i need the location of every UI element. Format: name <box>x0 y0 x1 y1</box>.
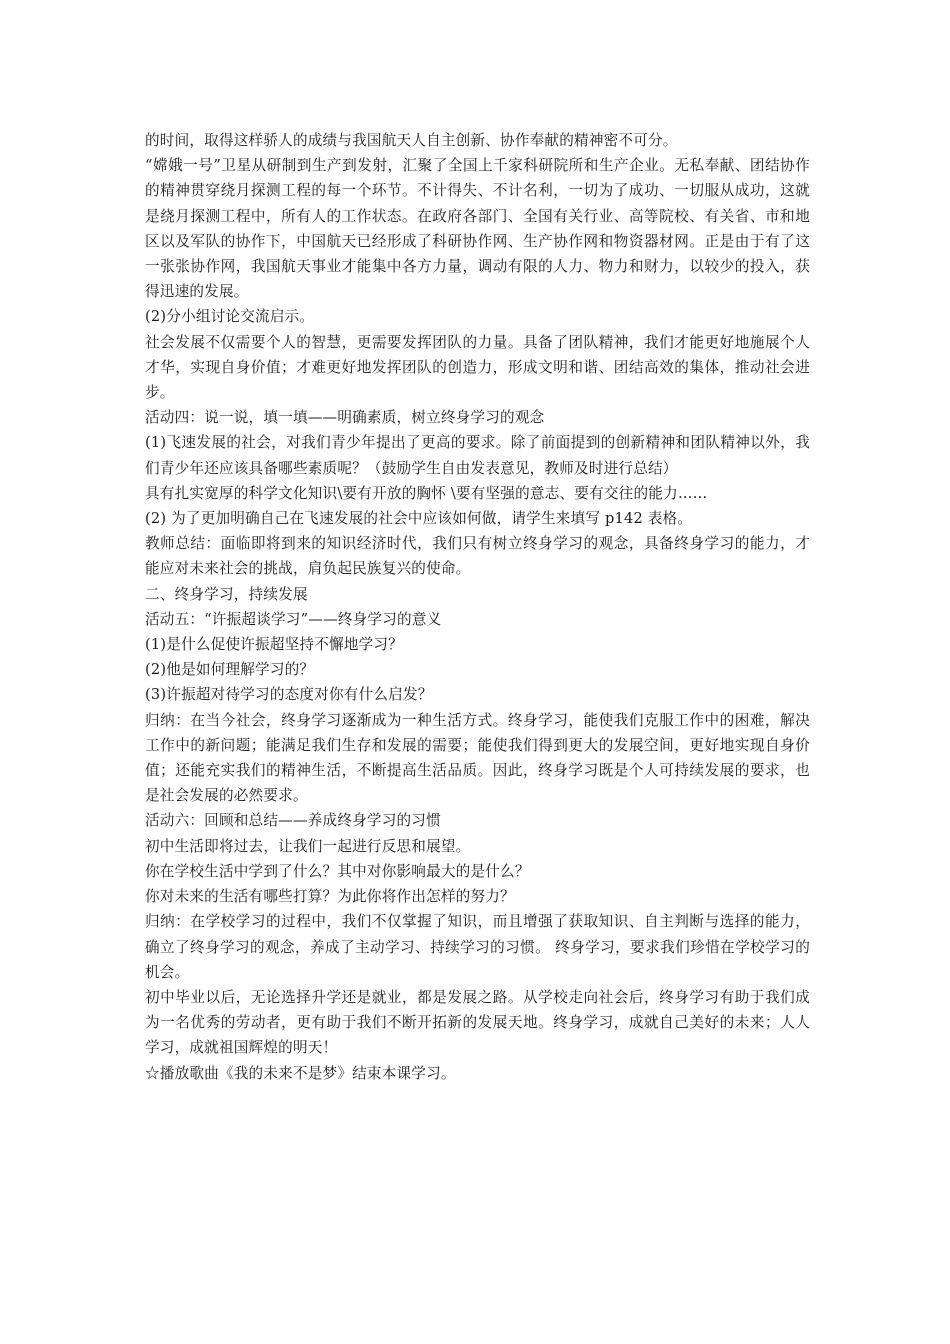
question-2: (2)他是如何理解学习的？ <box>145 661 315 679</box>
section-2-heading: 二、终身学习，持续发展 <box>145 585 308 603</box>
paragraph-3: (2)分小组讨论交流启示。 <box>145 308 315 326</box>
closing-line: ☆播放歌曲《我的未来不是梦》结束本课学习。 <box>145 1064 456 1082</box>
activity-4-heading: 活动四：说一说，填一填——明确素质，树立终身学习的观念 <box>145 409 545 427</box>
activity-5-heading: 活动五：“许振超谈学习”——终身学习的意义 <box>145 610 442 628</box>
paragraph-18: 你在学校生活中学到了什么？其中对你影响最大的是什么？ <box>145 862 530 880</box>
paragraph-21: 初中毕业以后，无论选择升学还是就业，都是发展之路。从学校走向社会后，终身学习有助于我们成为一名优秀的劳动者，更有助于我们不断开拓新的发展天地。终身学习，成就自己美好的未来；人人学习，成就祖国辉煌的明天！ <box>145 988 810 1057</box>
question-3: (3)许振超对待学习的态度对你有什么启发？ <box>145 686 433 704</box>
summary-1: 归纳：在当今社会，终身学习逐渐成为一种生活方式。终身学习，能使我们克服工作中的困难，解决工作中的新问题；能满足我们生存和发展的需要；能使我们得到更大的发展空间，更好地实现自身价值；还能充实我们的精神生活，不断提高生活品质。因此，终身学习既是个人可持续发展的要求，也是社会发展的必然要求。 <box>145 711 810 805</box>
teacher-summary: 教师总结：面临即将到来的知识经济时代，我们只有树立终身学习的观念，具备终身学习的能力，才能应对未来社会的挑战，肩负起民族复兴的使命。 <box>145 535 810 578</box>
document-page <box>145 128 810 1086</box>
paragraph-7: 具有扎实宽厚的科学文化知识\要有开放的胸怀 \要有坚强的意志、要有交往的能力…… <box>145 484 708 502</box>
paragraph-2: “嫦娥一号”卫星从研制到生产到发射，汇聚了全国上千家科研院所和生产企业。无私奉献、团结协作的精神贯穿绕月探测工程的每一个环节。不计得失、不计名利，一切为了成功、一切服从成功，这就是绕月探测工程中，所有人的工作状态。在政府各部门、全国有关行业、高等院校、有关省、市和地区以及军队的协作下，中国航天已经形成了科研协作网、生产协作网和物资器材网。正是由于有了这一张张协作网，我国航天事业才能集中各方力量，调动有限的人力、物力和财力，以较少的投入，获得迅速的发展。 <box>145 157 810 301</box>
question-1: (1)是什么促使许振超坚持不懈地学习？ <box>145 636 403 654</box>
paragraph-4: 社会发展不仅需要个人的智慧，更需要发挥团队的力量。具备了团队精神，我们才能更好地施展个人才华，实现自身价值；才难更好地发挥团队的创造力，形成文明和谐、团结高效的集体，推动社会进步。 <box>145 333 810 402</box>
summary-2: 归纳：在学校学习的过程中，我们不仅掌握了知识，而且增强了获取知识、自主判断与选择的能力，确立了终身学习的观念，养成了主动学习、持续学习的习惯。 终身学习，要求我们珍惜在学校学习的机会。 <box>145 913 810 981</box>
activity-6-heading: 活动六：回顾和总结——养成终身学习的习惯 <box>145 812 441 830</box>
paragraph-6: (1)飞速发展的社会，对我们青少年提出了更高的要求。除了前面提到的创新精神和团队精神以外，我们青少年还应该具备哪些素质呢？（鼓励学生自由发表意见，教师及时进行总结） <box>145 434 810 477</box>
paragraph-8: (2) 为了更加明确自己在飞速发展的社会中应该如何做，请学生来填写 p142 表格。 <box>145 510 693 528</box>
paragraph-17: 初中生活即将过去，让我们一起进行反思和展望。 <box>145 837 471 855</box>
paragraph-19: 你对未来的生活有哪些打算？为此你将作出怎样的努力？ <box>145 888 515 906</box>
paragraph-1: 的时间，取得这样骄人的成绩与我国航天人自主创新、协作奉献的精神密不可分。 <box>145 132 678 149</box>
